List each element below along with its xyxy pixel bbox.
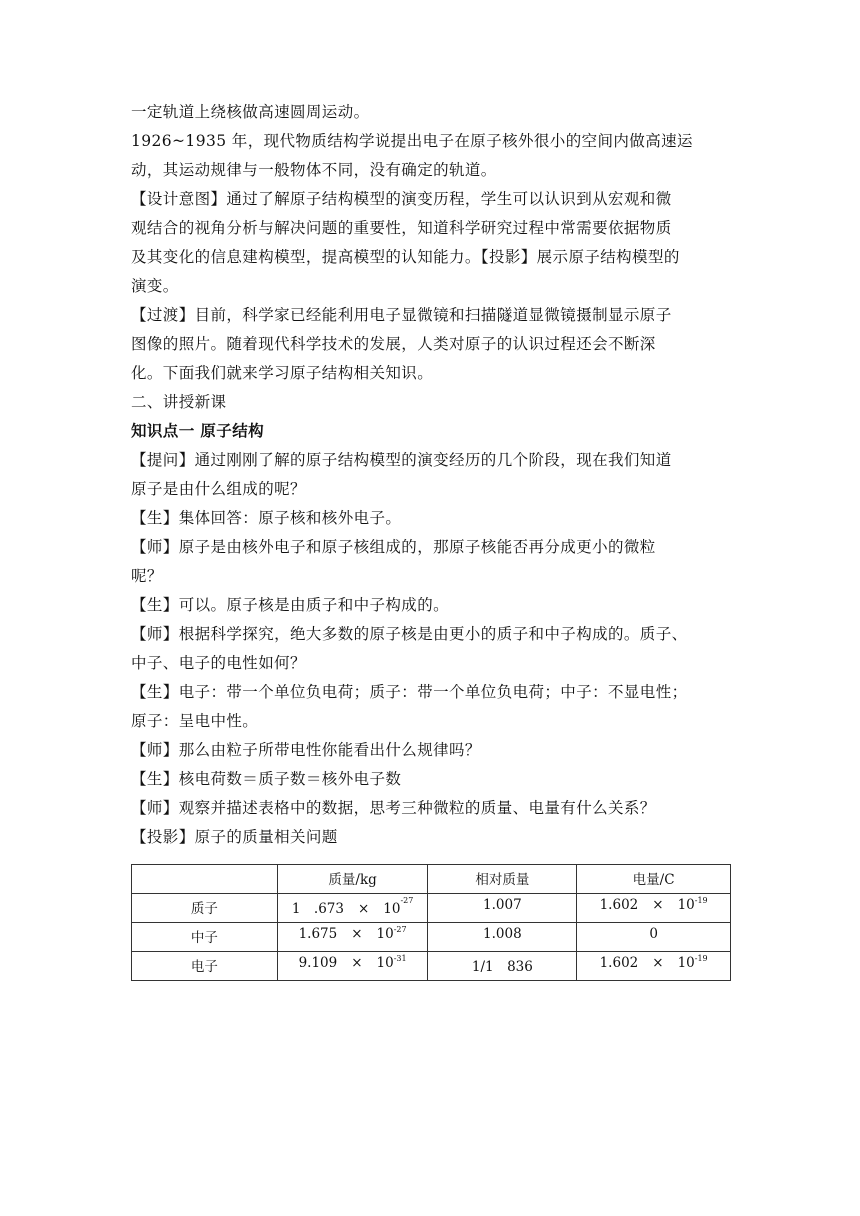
paragraph: 演变。 — [131, 277, 179, 295]
paragraph: 及其变化的信息建构模型，提高模型的认知能力。【投影】展示原子结构模型的 — [131, 248, 680, 266]
exponent: -27 — [400, 896, 414, 905]
mass-value: 1.675 — [298, 926, 338, 942]
paragraph: 【生】可以。原子核是由质子和中子构成的。 — [131, 596, 450, 614]
paragraph: 中子、电子的电性如何？ — [131, 654, 306, 672]
relative-mass-cell: 1.008 — [428, 923, 577, 952]
paragraph: 【生】核电荷数＝质子数＝核外电子数 — [131, 770, 402, 788]
particle-properties-table — [131, 864, 731, 981]
charge-cell — [577, 952, 731, 981]
charge-cell: 0 — [577, 923, 731, 952]
times-sign: × — [351, 955, 363, 971]
section-title: 二、讲授新课 — [131, 393, 227, 411]
table-header-row — [132, 865, 731, 894]
exponent: -19 — [694, 954, 708, 963]
paragraph: 原子：呈电中性。 — [131, 712, 259, 730]
table-header-cell — [132, 865, 278, 894]
paragraph: 【提问】通过刚刚了解的原子结构模型的演变经历的几个阶段，现在我们知道 — [131, 451, 672, 469]
mass-value: 1 .673 — [291, 901, 344, 917]
knowledge-point-heading: 知识点一 原子结构 — [131, 422, 264, 440]
paragraph: 呢？ — [131, 567, 163, 585]
paragraph: 1926~1935 年，现代物质结构学说提出电子在原子核外很小的空间内做高速运 — [131, 132, 693, 150]
power-base: 10 — [677, 955, 695, 971]
paragraph: 【生】电子：带一个单位负电荷；质子：带一个单位负电荷；中子：不显电性； — [131, 683, 688, 701]
exponent: -19 — [694, 896, 708, 905]
table-row — [132, 952, 731, 981]
power-base: 10 — [677, 897, 695, 913]
paragraph: 【师】原子是由核外电子和原子核组成的，那原子核能否再分成更小的微粒 — [131, 538, 656, 556]
particle-name: 质子 — [132, 894, 278, 923]
paragraph: 【师】观察并描述表格中的数据，思考三种微粒的质量、电量有什么关系？ — [131, 799, 656, 817]
power-base: 10 — [376, 926, 394, 942]
relative-mass-cell: 1.007 — [428, 894, 577, 923]
particle-name: 中子 — [132, 923, 278, 952]
times-sign: × — [351, 926, 363, 942]
paragraph: 【过渡】目前，科学家已经能利用电子显微镜和扫描隧道显微镜摄制显示原子 — [131, 306, 672, 324]
charge-value: 1.602 — [599, 955, 639, 971]
table-header-cell: 电量/C — [577, 865, 731, 894]
mass-cell — [277, 923, 428, 952]
table-row — [132, 894, 731, 923]
mass-value: 9.109 — [298, 955, 338, 971]
paragraph: 化。下面我们就来学习原子结构相关知识。 — [131, 364, 434, 382]
times-sign: × — [652, 897, 664, 913]
mass-cell — [277, 952, 428, 981]
paragraph: 【生】集体回答：原子核和核外电子。 — [131, 509, 402, 527]
paragraph: 【师】根据科学探究，绝大多数的原子核是由更小的质子和中子构成的。质子、 — [131, 625, 688, 643]
document-body — [131, 98, 731, 981]
table-header-cell: 质量/kg — [277, 865, 428, 894]
relative-mass-cell: 1/1 836 — [428, 952, 577, 981]
power-base: 10 — [383, 901, 401, 917]
paragraph: 观结合的视角分析与解决问题的重要性，知道科学研究过程中常需要依据物质 — [131, 219, 672, 237]
paragraph: 原子是由什么组成的呢？ — [131, 480, 306, 498]
exponent: -31 — [393, 954, 407, 963]
table-header-cell: 相对质量 — [428, 865, 577, 894]
times-sign: × — [652, 955, 664, 971]
power-base: 10 — [376, 955, 394, 971]
mass-cell — [277, 894, 428, 923]
exponent: -27 — [393, 925, 407, 934]
paragraph: 【设计意图】通过了解原子结构模型的演变历程，学生可以认识到从宏观和微 — [131, 190, 672, 208]
charge-cell — [577, 894, 731, 923]
paragraph: 【师】那么由粒子所带电性你能看出什么规律吗？ — [131, 741, 481, 759]
paragraph: 图像的照片。随着现代科学技术的发展，人类对原子的认识过程还会不断深 — [131, 335, 656, 353]
particle-name: 电子 — [132, 952, 278, 981]
charge-value: 1.602 — [599, 897, 639, 913]
times-sign: × — [357, 901, 370, 917]
paragraph: 动，其运动规律与一般物体不同，没有确定的轨道。 — [131, 161, 497, 179]
paragraph: 一定轨道上绕核做高速圆周运动。 — [131, 103, 370, 121]
table-row — [132, 923, 731, 952]
paragraph: 【投影】原子的质量相关问题 — [131, 828, 338, 846]
